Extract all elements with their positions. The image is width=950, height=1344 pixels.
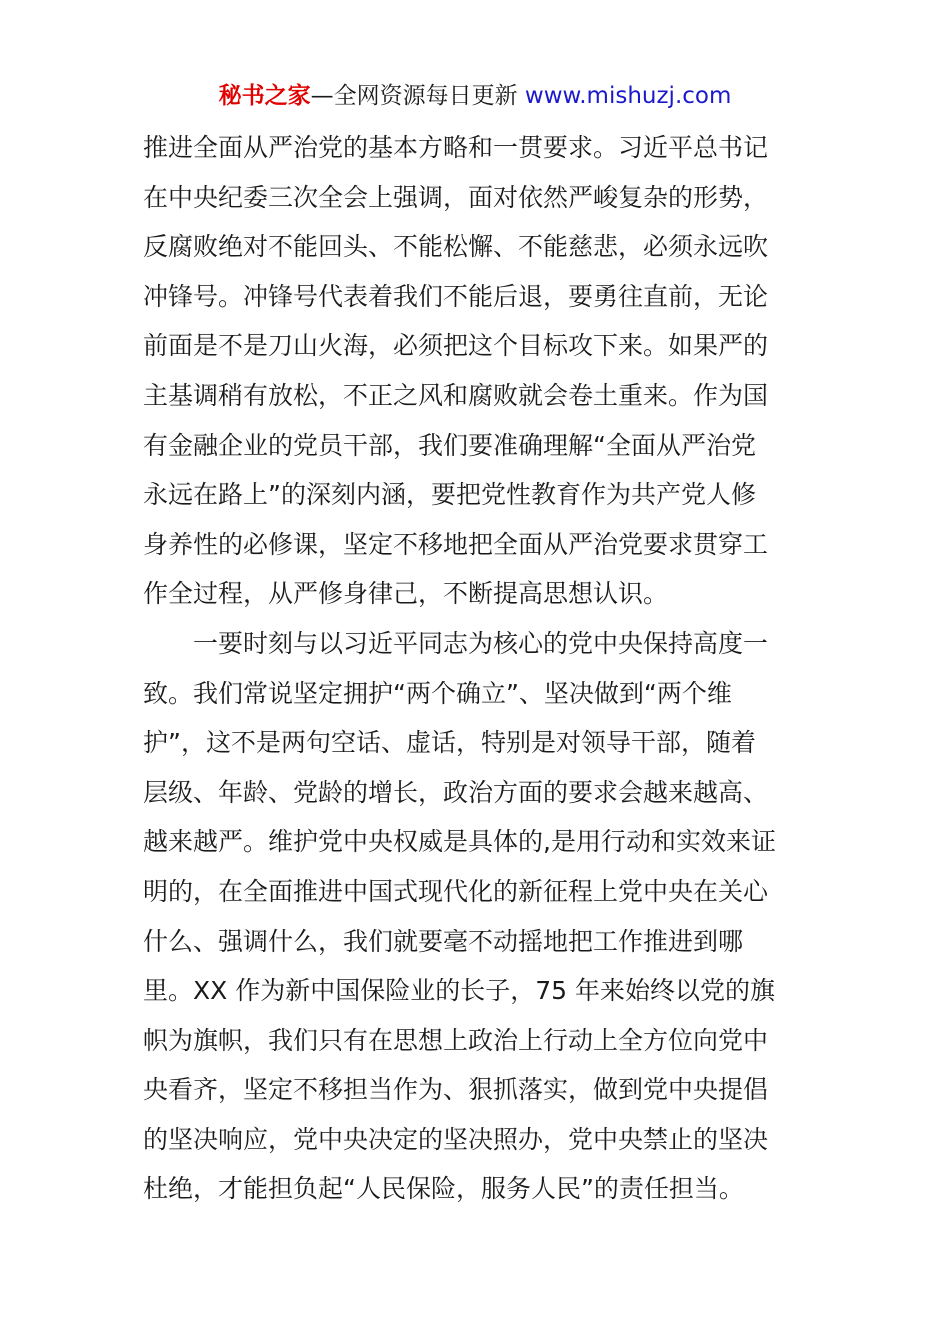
- site-brand: 秘书之家: [218, 83, 311, 109]
- paragraph-continued: [143, 123, 811, 619]
- text-line: 杜绝，才能担负起“人民保险，服务人民”的责任担当。: [143, 1174, 744, 1204]
- text-line: 反腐败绝对不能回头、不能松懈、不能慈悲，必须永远吹: [143, 232, 769, 262]
- document-body: [143, 123, 811, 1214]
- text-line: 里。XX 作为新中国保险业的长子，75 年来始终以党的旗: [143, 976, 775, 1006]
- paragraph-first-point: [143, 619, 811, 1214]
- text-line: 央看齐，坚定不移担当作为、狠抓落实，做到党中央提倡: [143, 1075, 769, 1105]
- text-line: 作全过程，从严修身律己，不断提高思想认识。: [143, 579, 669, 609]
- text-line: 的坚决响应，党中央决定的坚决照办，党中央禁止的坚决: [143, 1124, 769, 1154]
- text-line: 越来越严。维护党中央权威是具体的,是用行动和实效来证: [143, 827, 776, 857]
- text-line: 在中央纪委三次全会上强调，面对依然严峻复杂的形势，: [143, 182, 769, 212]
- site-tagline: —全网资源每日更新: [310, 83, 518, 109]
- text-line: 有金融企业的党员干部，我们要准确理解“全面从严治党: [143, 430, 756, 460]
- text-line: 什么、强调什么，我们就要毫不动摇地把工作推进到哪: [143, 926, 744, 956]
- text-line: 身养性的必修课，坚定不移地把全面从严治党要求贯穿工: [143, 529, 769, 559]
- text-line: 帜为旗帜，我们只有在思想上政治上行动上全方位向党中: [143, 1025, 769, 1055]
- site-header: [0, 80, 950, 112]
- text-line: 层级、年龄、党龄的增长，政治方面的要求会越来越高、: [143, 777, 769, 807]
- text-line: 冲锋号。冲锋号代表着我们不能后退，要勇往直前，无论: [143, 281, 769, 311]
- text-line: 致。我们常说坚定拥护“两个确立”、坚决做到“两个维: [143, 678, 732, 708]
- text-line: 护”，这不是两句空话、虚话，特别是对领导干部，随着: [143, 728, 756, 758]
- text-line: 主基调稍有放松，不正之风和腐败就会卷土重来。作为国: [143, 380, 769, 410]
- text-line: 永远在路上”的深刻内涵，要把党性教育作为共产党人修: [143, 480, 756, 510]
- text-line: 明的，在全面推进中国式现代化的新征程上党中央在关心: [143, 876, 769, 906]
- text-line: 前面是不是刀山火海，必须把这个目标攻下来。如果严的: [143, 331, 769, 361]
- text-line: 推进全面从严治党的基本方略和一贯要求。习近平总书记: [143, 133, 769, 162]
- site-url-link[interactable]: www.mishuzj.com: [524, 83, 732, 109]
- text-line: 一要时刻与以习近平同志为核心的党中央保持高度一: [193, 628, 769, 658]
